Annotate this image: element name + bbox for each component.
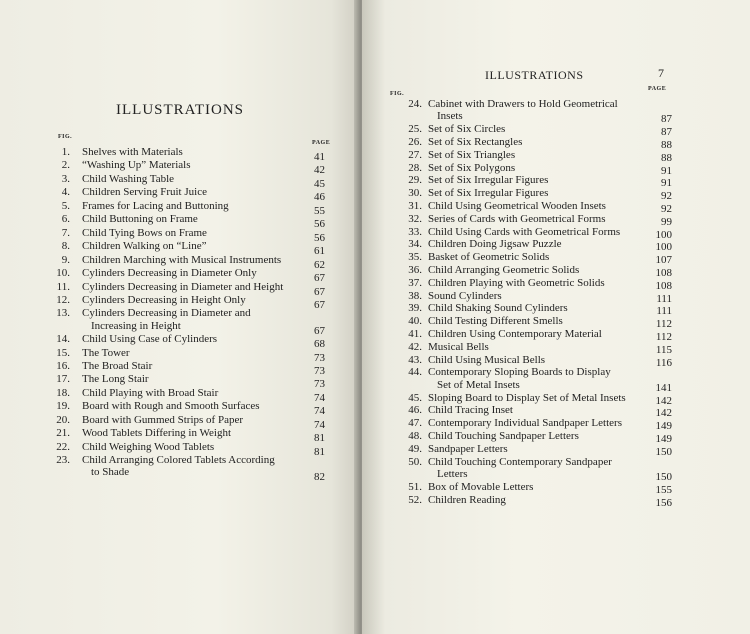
figure-caption: Board with Rough and Smooth Surfaces	[82, 400, 260, 413]
figure-caption: Set of Six Triangles	[428, 148, 516, 161]
figure-number: 36.	[408, 264, 422, 276]
figure-number: 38.	[408, 289, 422, 302]
figure-caption: Child Buttoning on Frame	[82, 213, 198, 226]
figure-number: 15.	[56, 346, 70, 359]
figure-caption: Cylinders Decreasing in Diameter and Height	[82, 280, 284, 293]
figure-caption: Series of Cards with Geometrical Forms	[428, 212, 606, 225]
page-ref: 116	[655, 356, 672, 369]
figure-caption: Sandpaper Letters	[428, 442, 508, 455]
figure-number: 13.	[56, 307, 70, 320]
running-head: ILLUSTRATIONS	[485, 68, 584, 82]
figure-number: 12.	[56, 293, 70, 306]
figure-number: 9.	[61, 253, 70, 266]
page-ref: 62	[314, 258, 325, 271]
figure-caption: Child Tracing Inset	[428, 404, 513, 417]
figure-number: 11.	[56, 280, 70, 293]
figure-caption: Child Arranging Geometric Solids	[428, 264, 580, 276]
figure-number: 29.	[408, 174, 422, 187]
page-column-header: PAGE	[312, 140, 331, 146]
figure-caption: Set of Six Irregular Figures	[428, 187, 549, 200]
figure-number: 19.	[56, 400, 70, 413]
page-ref: 99	[661, 215, 672, 228]
figure-caption: The Long Stair	[82, 373, 149, 386]
figure-caption: Shelves with Materials	[82, 146, 183, 158]
right-page	[362, 0, 750, 634]
page-ref: 81	[314, 432, 325, 445]
figure-caption: Sound Cylinders	[428, 289, 502, 302]
figure-number: 16.	[56, 359, 70, 372]
page-ref: 92	[661, 203, 672, 215]
figure-number: 46.	[408, 404, 422, 417]
figure-caption: Children Doing Jigsaw Puzzle	[428, 238, 562, 251]
figure-caption: Contemporary Sloping Boards to Display	[428, 366, 611, 379]
figure-number: 21.	[56, 427, 70, 440]
figure-caption: Cylinders Decreasing in Height Only	[82, 293, 246, 306]
figure-caption: Wood Tablets Differing in Weight	[82, 427, 231, 440]
figure-caption: Child Touching Sandpaper Letters	[428, 430, 579, 442]
figure-caption: Box of Movable Letters	[428, 480, 534, 493]
page-ref: 107	[655, 254, 672, 267]
page-ref: 141	[655, 381, 672, 394]
figure-caption: Cabinet with Drawers to Hold Geometrical	[428, 98, 618, 110]
figure-number: 39.	[408, 302, 422, 315]
page-ref: 108	[655, 279, 672, 292]
figure-caption: Child Weighing Wood Tablets	[82, 440, 215, 453]
figure-number: 17.	[56, 373, 70, 386]
figure-number: 34.	[408, 238, 422, 251]
page-ref: 56	[314, 218, 325, 231]
page-ref: 67	[314, 298, 325, 311]
figure-caption: to Shade	[91, 466, 130, 479]
figure-caption: “Washing Up” Materials	[82, 159, 191, 172]
page-ref: 92	[661, 190, 672, 203]
figure-caption: Set of Six Rectangles	[428, 136, 523, 148]
figure-caption: Increasing in Height	[91, 319, 181, 332]
figure-caption: Contemporary Individual Sandpaper Letters	[428, 417, 622, 430]
figure-caption: Child Using Cards with Geometrical Forms	[428, 225, 621, 238]
figure-number: 35.	[408, 251, 422, 264]
figure-number: 27.	[408, 148, 422, 161]
left-page	[0, 0, 360, 634]
page-ref: 156	[655, 496, 672, 509]
page-ref: 150	[655, 445, 672, 458]
figure-number: 44.	[408, 366, 422, 379]
figure-caption: Set of Six Circles	[428, 123, 506, 136]
figure-caption: Child Shaking Sound Cylinders	[428, 302, 568, 315]
figure-number: 43.	[408, 353, 422, 366]
page-title: ILLUSTRATIONS	[116, 102, 244, 118]
page-ref: 112	[655, 318, 672, 331]
figure-caption: Children Reading	[428, 493, 506, 506]
page-ref: 41	[314, 151, 325, 163]
page-ref: 74	[314, 405, 325, 418]
figure-number: 30.	[408, 187, 422, 200]
figure-caption: Letters	[437, 467, 468, 480]
page-ref: 74	[314, 418, 325, 431]
figure-number: 2.	[61, 159, 70, 172]
page-ref: 73	[314, 364, 325, 377]
figure-number: 51.	[408, 480, 422, 493]
figure-caption: Musical Bells	[428, 340, 489, 353]
page-ref: 115	[655, 343, 672, 356]
page-ref: 100	[655, 228, 672, 241]
page-ref: 87	[661, 113, 672, 126]
figure-caption: Child Testing Different Smells	[428, 315, 563, 328]
page-ref: 91	[661, 177, 672, 190]
page-ref: 149	[655, 420, 672, 433]
figure-caption: Basket of Geometric Solids	[428, 251, 550, 264]
figure-number: 10.	[56, 267, 70, 280]
figure-caption: Insets	[437, 110, 463, 123]
page-ref: 42	[314, 164, 325, 177]
page-column-header: PAGE	[648, 86, 667, 92]
page-ref: 73	[314, 351, 325, 364]
figure-caption: Cylinders Decreasing in Diameter Only	[82, 267, 257, 280]
figure-number: 40.	[408, 315, 422, 328]
fig-column-header: FIG.	[390, 91, 405, 97]
figure-caption: Children Playing with Geometric Solids	[428, 276, 605, 289]
figure-number: 6.	[61, 213, 70, 226]
page-ref: 73	[314, 378, 325, 391]
page-ref: 155	[655, 483, 672, 496]
figure-number: 8.	[61, 240, 70, 253]
figure-caption: Child Using Case of Cylinders	[82, 333, 218, 346]
figure-caption: Set of Metal Insets	[437, 378, 520, 391]
figure-caption: Children Marching with Musical Instruments	[82, 253, 282, 266]
figure-number: 22.	[56, 440, 70, 453]
page-ref: 67	[314, 272, 325, 285]
figure-number: 41.	[408, 328, 422, 340]
figure-caption: Child Washing Table	[82, 172, 175, 185]
page-ref: 46	[314, 191, 325, 204]
page-ref: 55	[314, 204, 325, 217]
page-ref: 91	[661, 164, 672, 177]
figure-number: 7.	[61, 226, 70, 239]
figure-caption: Child Arranging Colored Tablets According	[82, 454, 275, 467]
figure-number: 42.	[408, 340, 422, 353]
figure-number: 50.	[408, 455, 422, 468]
figure-number: 52.	[408, 493, 422, 506]
figure-caption: Set of Six Polygons	[428, 161, 516, 174]
figure-number: 33.	[408, 225, 422, 238]
page-ref: 56	[314, 231, 325, 244]
page-ref: 67	[314, 285, 325, 298]
figure-number: 14.	[56, 333, 70, 346]
figure-caption: The Broad Stair	[82, 359, 153, 372]
figure-number: 20.	[56, 413, 70, 426]
figure-caption: The Tower	[82, 346, 130, 359]
fig-column-header: FIG.	[58, 134, 73, 140]
figure-number: 32.	[408, 212, 422, 225]
page-ref: 100	[655, 241, 672, 254]
figure-caption: Child Using Musical Bells	[428, 353, 546, 366]
page-ref: 142	[655, 407, 672, 420]
figure-number: 18.	[56, 386, 70, 399]
page-ref: 45	[314, 177, 325, 190]
figure-number: 5.	[61, 199, 70, 212]
page-ref: 111	[656, 305, 672, 318]
figure-number: 4.	[61, 186, 70, 199]
page-ref: 74	[314, 391, 325, 404]
figure-number: 48.	[408, 430, 422, 442]
figure-caption: Child Tying Bows on Frame	[82, 226, 207, 239]
figure-caption: Frames for Lacing and Buttoning	[82, 199, 229, 212]
page-ref: 150	[655, 470, 672, 483]
figure-caption: Children Serving Fruit Juice	[82, 186, 207, 199]
figure-caption: Child Playing with Broad Stair	[82, 386, 219, 399]
figure-number: 49.	[408, 442, 422, 455]
figure-number: 28.	[408, 161, 422, 174]
figure-number: 3.	[61, 172, 70, 185]
figure-caption: Cylinders Decreasing in Diameter and	[82, 307, 251, 320]
figure-number: 26.	[408, 136, 422, 148]
page-ref: 68	[314, 338, 325, 351]
page-number: 7	[658, 66, 664, 80]
page-ref: 142	[655, 394, 672, 407]
page-ref: 108	[655, 267, 672, 279]
figure-caption: Child Touching Contemporary Sandpaper	[428, 455, 612, 468]
figure-caption: Children Walking on “Line”	[82, 240, 207, 253]
page-ref: 88	[661, 151, 672, 164]
page-ref: 112	[655, 331, 672, 343]
figure-number: 47.	[408, 417, 422, 430]
page-ref: 88	[661, 139, 672, 151]
figure-number: 1.	[61, 146, 70, 158]
figure-number: 23.	[56, 454, 70, 467]
page-ref: 149	[655, 433, 672, 445]
page-ref: 87	[661, 126, 672, 139]
page-ref: 82	[314, 471, 325, 484]
figure-caption: Board with Gummed Strips of Paper	[82, 413, 244, 426]
figure-caption: Children Using Contemporary Material	[428, 328, 602, 340]
page-ref: 81	[314, 445, 325, 458]
page-ref: 111	[656, 292, 672, 305]
page-ref: 61	[314, 245, 325, 258]
figure-caption: Sloping Board to Display Set of Metal Insets	[428, 391, 626, 404]
figure-number: 37.	[408, 276, 422, 289]
figure-number: 45.	[408, 391, 422, 404]
figure-caption: Child Using Geometrical Wooden Insets	[428, 200, 606, 212]
figure-number: 31.	[408, 200, 422, 212]
figure-number: 24.	[408, 98, 422, 110]
page-ref: 67	[314, 324, 325, 337]
figure-number: 25.	[408, 123, 422, 136]
figure-caption: Set of Six Irregular Figures	[428, 174, 549, 187]
